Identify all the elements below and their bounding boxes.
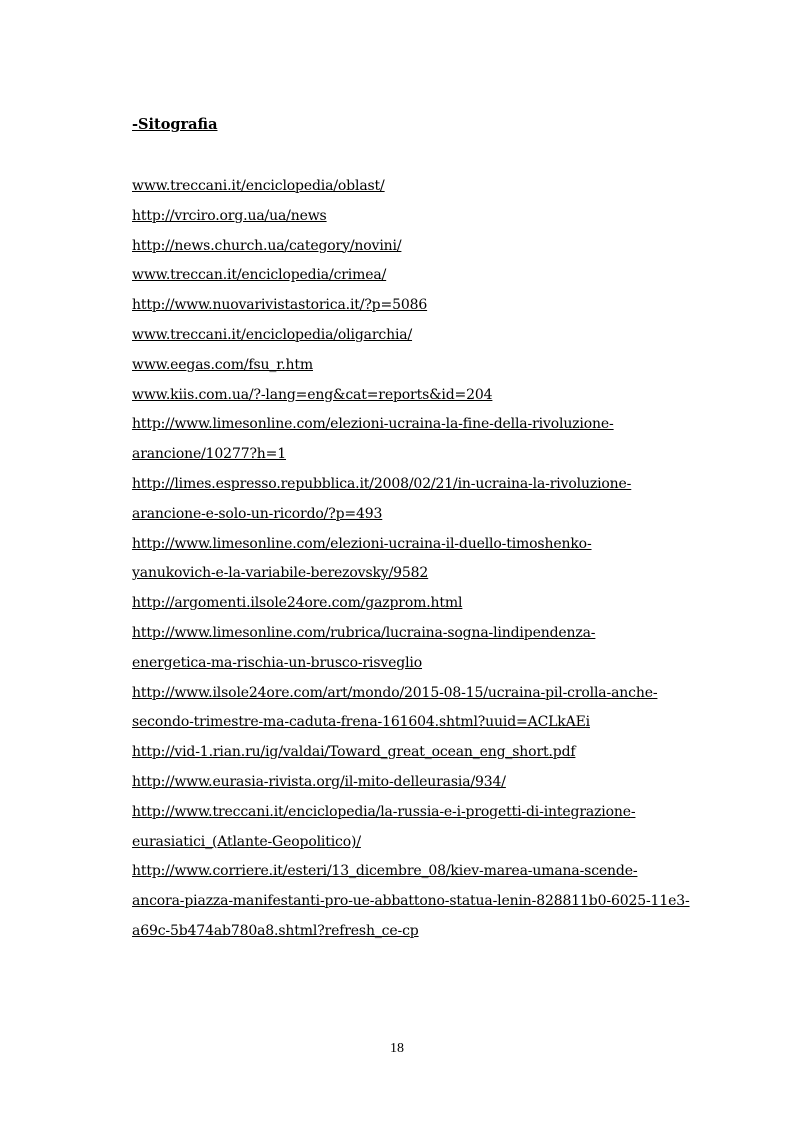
link-item[interactable]: www.treccan.it/enciclopedia/crimea/	[132, 267, 387, 284]
link-item[interactable]: http://www.corriere.it/esteri/13_dicembre_08/kiev-marea-umana-scende-	[132, 863, 638, 880]
link-item-continuation[interactable]: arancione-e-solo-un-ricordo/?p=493	[132, 505, 383, 522]
link-list	[132, 172, 707, 947]
link-item-continuation[interactable]: secondo-trimestre-ma-caduta-frena-161604.shtml?uuid=ACLkAEi	[132, 714, 590, 731]
link-item[interactable]: http://www.limesonline.com/rubrica/lucraina-sogna-lindipendenza-	[132, 624, 596, 641]
link-item[interactable]: http://www.nuovarivistastorica.it/?p=5086	[132, 297, 428, 314]
link-item[interactable]: www.treccani.it/enciclopedia/oblast/	[132, 178, 385, 194]
link-item[interactable]: www.eegas.com/fsu_r.htm	[132, 356, 313, 373]
link-item-continuation[interactable]: eurasiatici_(Atlante-Geopolitico)/	[132, 833, 361, 850]
page-number: 18	[390, 1041, 404, 1056]
link-item[interactable]: http://www.limesonline.com/elezioni-ucraina-la-fine-della-rivoluzione-	[132, 416, 614, 433]
link-item-continuation[interactable]: ancora-piazza-manifestanti-pro-ue-abbattono-statua-lenin-828811b0-6025-11e3-	[132, 893, 690, 910]
link-item-continuation[interactable]: yanukovich-e-la-variabile-berezovsky/9582	[132, 565, 429, 582]
link-item[interactable]: http://www.treccani.it/enciclopedia/la-russia-e-i-progetti-di-integrazione-	[132, 803, 636, 820]
link-item[interactable]: www.treccani.it/enciclopedia/oligarchia/	[132, 326, 413, 343]
link-item[interactable]: http://www.ilsole24ore.com/art/mondo/2015-08-15/ucraina-pil-crolla-anche-	[132, 684, 658, 701]
link-item[interactable]: http://vrciro.org.ua/ua/news	[132, 207, 327, 224]
link-item[interactable]: http://www.limesonline.com/elezioni-ucraina-il-duello-timoshenko-	[132, 535, 592, 552]
link-item[interactable]: http://www.eurasia-rivista.org/il-mito-delleurasia/934/	[132, 773, 506, 790]
link-item-continuation[interactable]: energetica-ma-rischia-un-brusco-risveglio	[132, 654, 423, 671]
section-heading-sitografia: -Sitografia	[132, 116, 218, 133]
link-item[interactable]: http://argomenti.ilsole24ore.com/gazprom.html	[132, 595, 463, 612]
link-item[interactable]: http://news.church.ua/category/novini/	[132, 237, 402, 254]
link-item-continuation[interactable]: arancione/10277?h=1	[132, 446, 287, 463]
link-item-continuation[interactable]: a69c-5b474ab780a8.shtml?refresh_ce-cp	[132, 922, 419, 939]
link-item[interactable]: http://vid-1.rian.ru/ig/valdai/Toward_great_ocean_eng_short.pdf	[132, 744, 576, 761]
link-item[interactable]: http://limes.espresso.repubblica.it/2008/02/21/in-ucraina-la-rivoluzione-	[132, 475, 632, 492]
link-item[interactable]: www.kiis.com.ua/?-lang=eng&cat=reports&id=204	[132, 386, 493, 403]
